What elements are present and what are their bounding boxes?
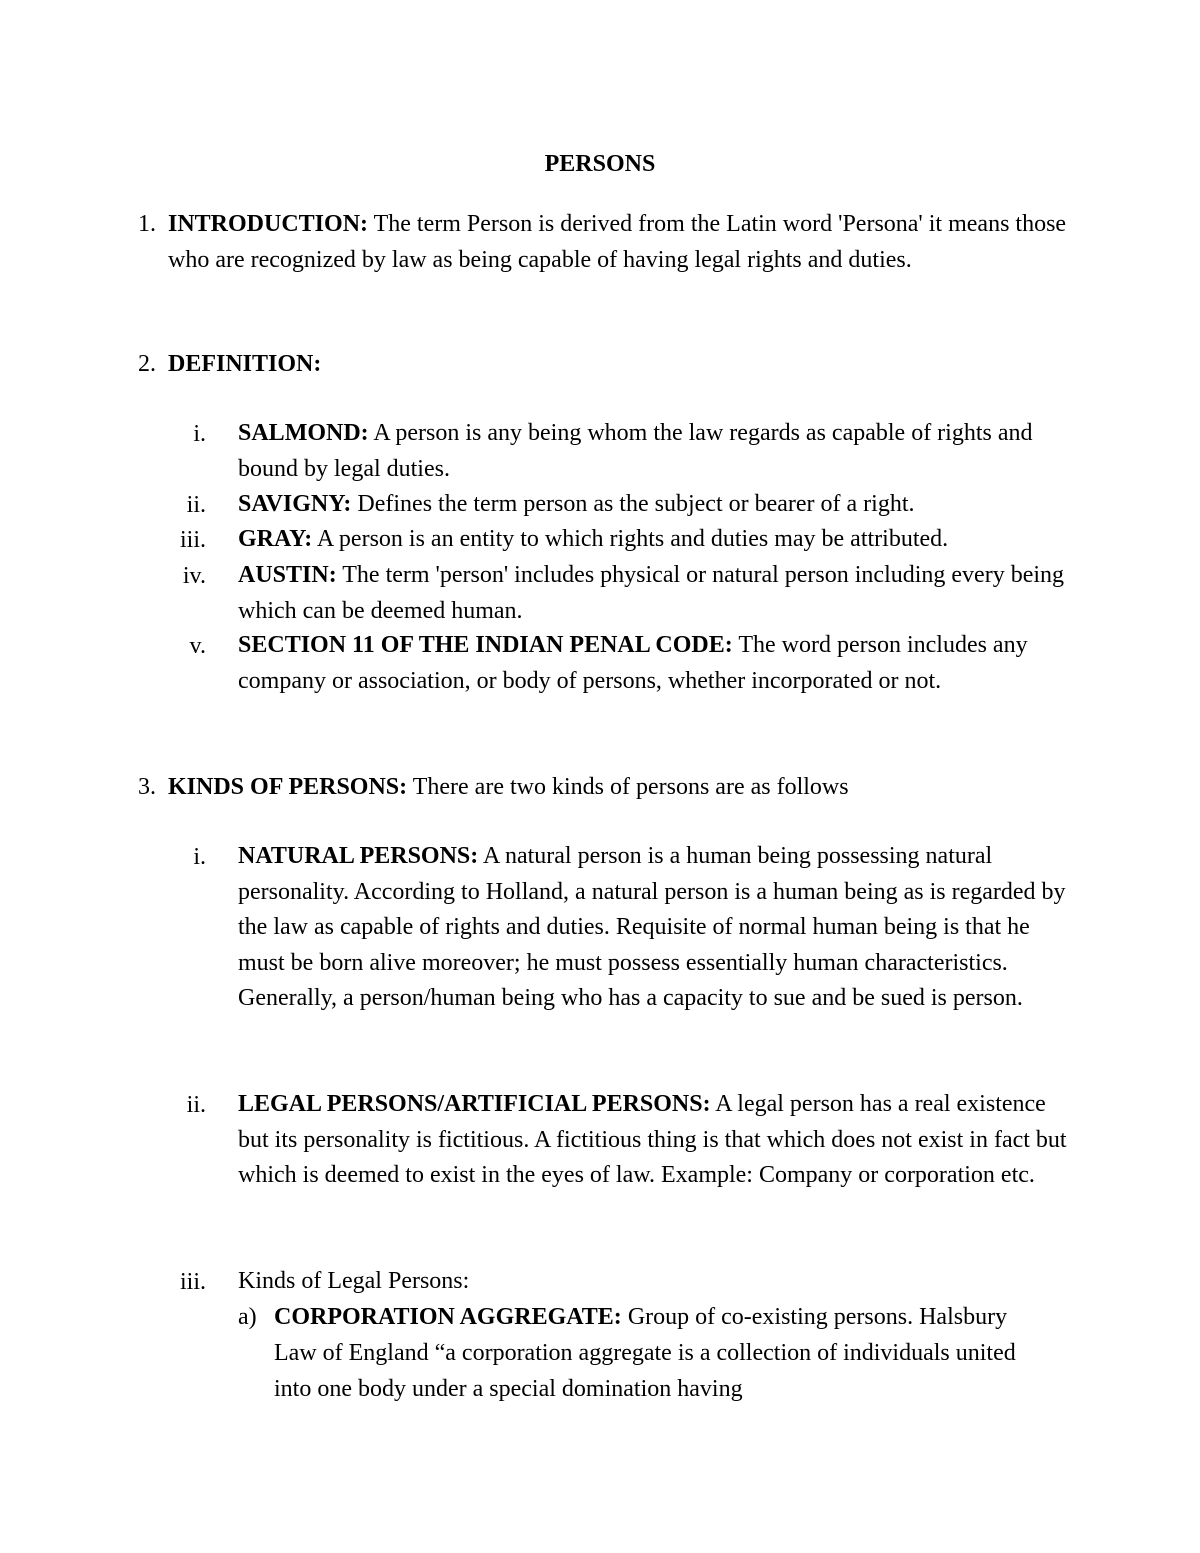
section-heading: KINDS OF PERSONS: [168,774,408,800]
definition-item [238,558,1068,629]
item-number: ii. [186,492,206,518]
item-text: Kinds of Legal Persons: [238,1268,470,1294]
item-heading: AUSTIN: [238,562,337,588]
item-heading: GRAY: [238,526,313,552]
item-number: iii. [179,527,206,553]
section-definition [168,346,1068,382]
item-number: iii. [179,1269,206,1295]
section-heading: INTRODUCTION: [168,211,369,237]
item-text: A natural person is a human being possessing natural personality. According to Holland, a natural person is a human being as is regarded by the law as capable of rights and duties. Requisite of normal human being is that he must be born alive moreover; he must possess essentially human characteristics. Generally, a person/human being who has a capacity to sue and be sued is person. [238,843,1066,1011]
item-heading: NATURAL PERSONS: [238,843,479,869]
subitem-heading: CORPORATION AGGREGATE: [274,1304,622,1330]
definition-item [238,416,1068,487]
item-number: iv. [182,563,206,589]
item-text: The term 'person' includes physical or natural person including every being which can be deemed human. [238,562,1065,624]
legal-person-kind [274,1299,1054,1407]
item-number: ii. [186,1092,206,1118]
item-number: i. [193,844,206,870]
section-text: There are two kinds of persons are as follows [407,774,849,800]
section-text: The term Person is derived from the Latin word 'Persona' it means those who are recognized by law as being capable of having legal rights and duties. [168,211,1067,273]
item-heading: SALMOND: [238,420,369,446]
definition-item [238,522,1068,558]
kind-item [238,1087,1068,1194]
item-text: The word person includes any company or association, or body of persons, whether incorporated or not. [238,632,1028,694]
section-number: 1. [138,211,156,237]
definition-item [238,487,1068,523]
item-text: A person is an entity to which rights and duties may be attributed. [312,526,949,552]
item-text: Defines the term person as the subject or bearer of a right. [351,491,915,517]
kind-item [238,839,1068,1017]
section-number: 3. [138,774,156,800]
item-text: A legal person has a real existence but its personality is fictitious. A fictitious thing is that which does not exist in fact but which is deemed to exist in the eyes of law. Example: Company or corporation etc. [238,1091,1067,1188]
section-kinds-of-persons [168,769,1068,805]
subitem-text: Group of co-existing persons. Halsbury Law of England “a corporation aggregate is a collection of individuals united into one body under a special domination having [274,1304,1016,1402]
item-number: v. [189,633,206,659]
item-heading: LEGAL PERSONS/ARTIFICIAL PERSONS: [238,1091,711,1117]
item-text: A person is any being whom the law regards as capable of rights and bound by legal duties. [238,420,1033,482]
definition-item [238,628,1068,699]
section-introduction [168,206,1068,278]
kind-item [238,1264,1068,1300]
subitem-number: a) [238,1304,257,1330]
page-title: PERSONS [544,151,656,177]
item-heading: SAVIGNY: [238,491,352,517]
item-number: i. [193,421,206,447]
item-heading: SECTION 11 OF THE INDIAN PENAL CODE: [238,632,733,658]
section-heading: DEFINITION: [168,351,322,377]
section-number: 2. [138,351,156,377]
